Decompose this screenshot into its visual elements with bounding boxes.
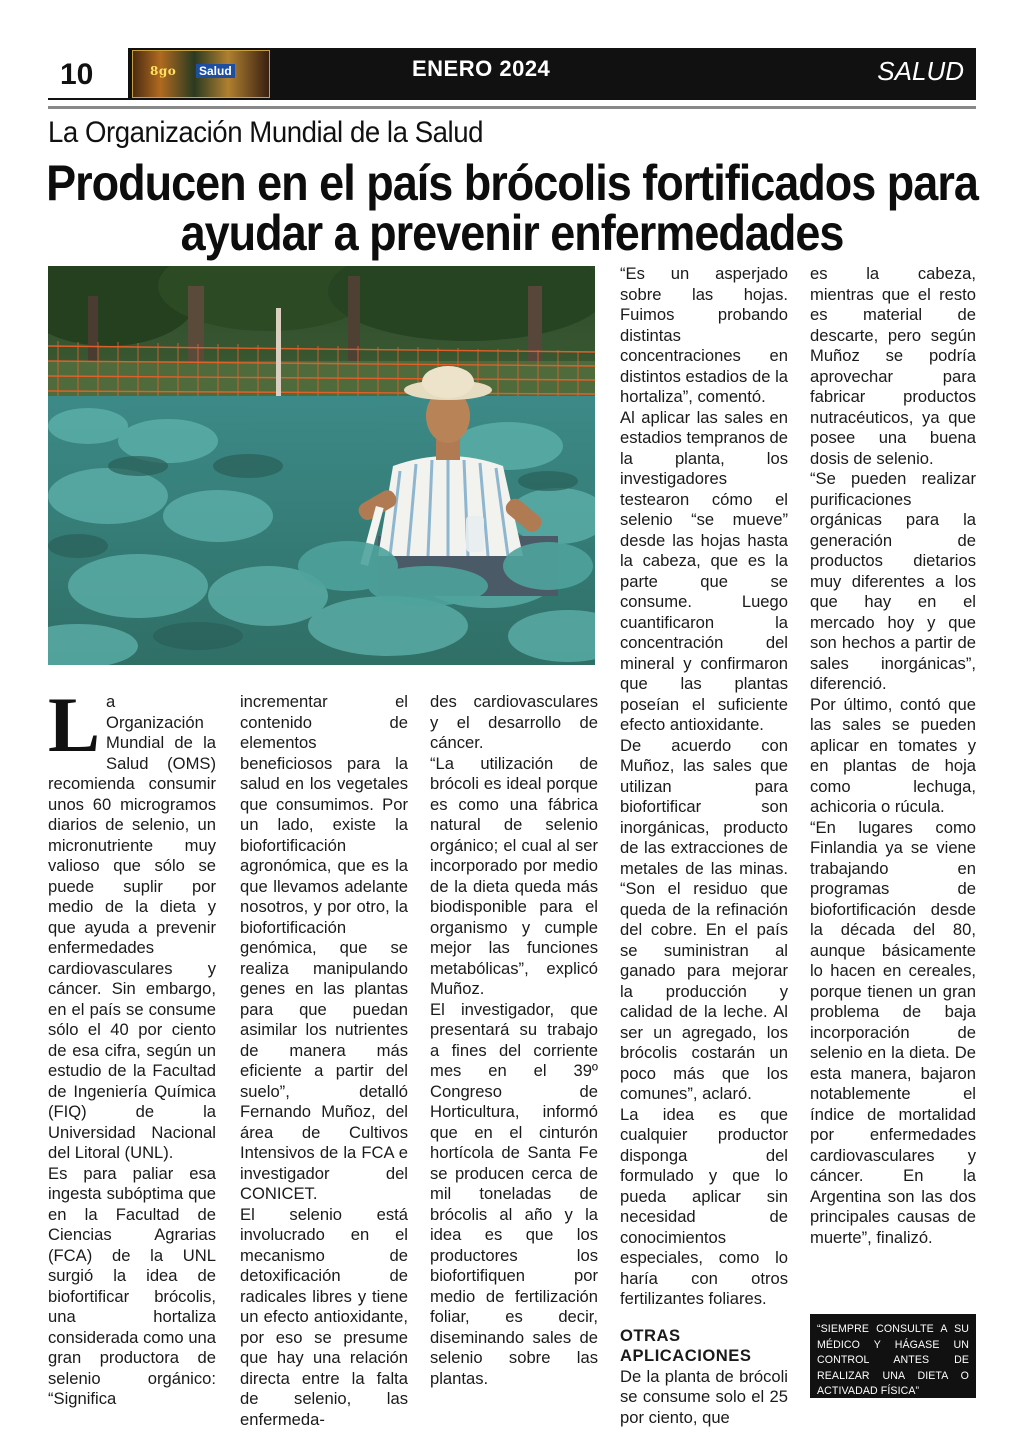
- subheading: OTRAS APLICACIONES: [620, 1325, 752, 1365]
- paragraph: incrementar el contenido de elementos beneficiosos para la salud en los vegetales que consumimos. Por un lado, existe la biofortificación agronómica, que es la que llevamos adelante nosotros, y por otro, la biofortificación genómica, que se realiza manipulando genes en las plantas para que puedan asimilar los nutrientes de manera más eficiente a partir del suelo”, detalló Fernando Muñoz, del área de Cultivos Intensivos de la FCA e investigador del CONICET.: [240, 692, 408, 1203]
- article-kicker: La Organización Mundial de la Salud: [48, 116, 483, 149]
- article-column-4: [620, 264, 788, 1428]
- paragraph: De la planta de brócoli se consume solo el 25 por ciento, que: [620, 1366, 788, 1427]
- drop-cap: L: [48, 681, 101, 768]
- paragraph: “La utilización de brócoli es ideal porque es como una fábrica natural de selenio orgánico; el cual al ser incorporado por medio de la dieta queda más biodisponible para el organismo y cumple mejor las funciones metabólicas”, explicó Muñoz.: [430, 753, 598, 998]
- paragraph: El selenio está involucrado en el mecanismo de detoxificación de radicales libres y tiene un efecto antioxidante, por eso se presume que hay una relación directa entre la falta de selenio, las enfermeda-: [240, 1204, 408, 1429]
- paragraph: es la cabeza, mientras que el resto es material de descarte, pero según Muñoz se podría aprovechar para fabricar productos nutracéuticos, ya que posee una buena dosis de selenio.: [810, 264, 976, 468]
- paragraph: Es para paliar esa ingesta subóptima que en la Facultad de Ciencias Agrarias (FCA) de la UNL surgió la idea de biofortificar brócolis, una hortaliza considerada como una gran productora de selenio orgánico: “Significa: [48, 1163, 216, 1408]
- section-name: SALUD: [877, 56, 964, 86]
- paragraph: des cardiovasculares y el desarrollo de cáncer.: [430, 692, 598, 752]
- paragraph: De acuerdo con Muñoz, las sales que utilizan para biofortificar son inorgánicas, producto de las extracciones de metales de las minas. “Son el residuo que queda de la refinación del cobre. En el país se suministran al ganado para mejorar la producción y calidad de la leche. Al ser un agregado, los brócolis costarán un poco más que los comunes”, aclaró.: [620, 735, 788, 1103]
- paragraph: “Se pueden realizar purificaciones orgánicas para la generación de productos dietarios muy diferentes a los que hay en el mercado hoy y que son hechos a partir de sales inorgánicas”, diferenció.: [810, 469, 976, 693]
- paragraph-text: a Organización Mundial de la Salud (OMS) recomienda consumir unos 60 microgramos diarios de selenio, un micronutriente muy valioso que sólo se puede suplir por medio de la dieta y que ayuda a prevenir enfermedades cardiovasculares y cáncer. Sin embargo, en el país se consume sólo el 40 por ciento de esa cifra, según un estudio de la Facultad de Ingeniería Química (FIQ) de la Universidad Nacional del Litoral (UNL).: [48, 692, 216, 1162]
- paragraph: Al aplicar las sales en estadios tempranos de la planta, los investigadores testearon cómo el selenio “se mueve” desde las hojas hasta la cabeza, que es la parte que se consume. Luego cuantificaron la concentración del mineral y confirmaron que las plantas poseían el suficiente efecto antioxidante.: [620, 407, 788, 734]
- headline-line-1: Producen en el país brócolis fortificados para: [46, 153, 978, 211]
- article-column-2: [240, 692, 408, 1430]
- paragraph: “En lugares como Finlandia ya se viene trabajando en programas de biofortificación desde la década del 80, aunque básicamente lo hacen en cereales, porque tienen un gran problema de baja incorporación de selenio en la dieta. De esta manera, bajaron notablemente el índice de mortalidad por enfermedades cardiovasculares y cáncer. En la Argentina son las dos principales causas de muerte”, finalizó.: [810, 817, 976, 1247]
- logo-text-left: 8go: [150, 64, 177, 78]
- paragraph: “Es un asperjado sobre las hojas. Fuimos probando distintas concentraciones en distintos estadios de la hortaliza”, comentó.: [620, 264, 788, 406]
- article-column-1: [48, 681, 216, 1410]
- page-number: 10: [60, 58, 94, 91]
- article-column-5: [810, 264, 976, 1248]
- issue-date: ENERO 2024: [412, 56, 551, 81]
- header-rule: [48, 106, 976, 109]
- paragraph: El investigador, que presentará su trabajo a fines del corriente mes en el 39º Congreso de Horticultura, informó que en el cinturón hortícola de Santa Fe se producen cerca de mil toneladas de brócolis al año y la idea es que los productores los biofortifiquen por medio de fertilización foliar, es decir, diseminando sales de selenio sobre las plantas.: [430, 999, 598, 1388]
- paragraph: Por último, contó que las sales se pueden aplicar en tomates y en plantas de hoja como lechuga, achicoria o rúcula.: [810, 694, 976, 816]
- photo-broccoli-field: [48, 266, 595, 665]
- article-column-3: [430, 692, 598, 1389]
- article-headline: [40, 153, 984, 261]
- logo-text-right: Salud: [196, 64, 235, 78]
- headline-line-2: ayudar a prevenir enfermedades: [180, 203, 844, 261]
- article-photo: [48, 266, 595, 665]
- paragraph: La idea es que cualquier productor disponga del formulado y que lo pueda aplicar sin necesidad de conocimientos especiales, como lo haría con otros fertilizantes foliares.: [620, 1104, 788, 1308]
- lead-paragraph: [48, 681, 216, 1164]
- health-advice-box: “SIEMPRE CONSULTE A SU MÉDICO Y HÁGASE UN CONTROL ANTES DE REALIZAR UNA DIETA O ACTIVADAD FÍSICA”: [810, 1314, 976, 1398]
